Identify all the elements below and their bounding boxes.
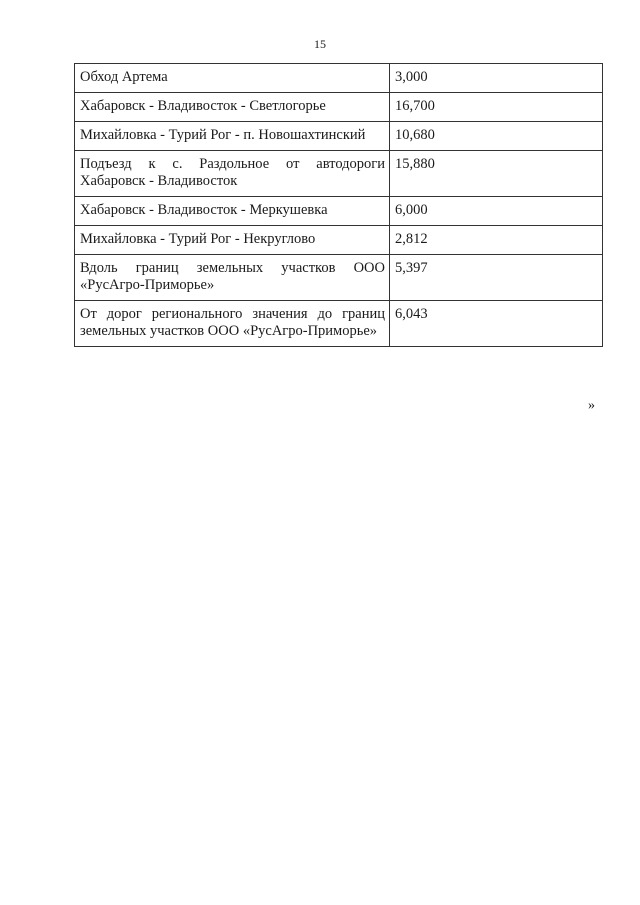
road-name-cell: Обход Артема [75,64,390,93]
road-name-cell: Михайловка - Турий Рог - п. Новошахтинский [75,122,390,151]
road-length-cell: 6,043 [390,301,603,347]
table-row [75,93,603,122]
road-length-cell: 10,680 [390,122,603,151]
page-number: 15 [314,37,326,51]
road-length-cell: 15,880 [390,151,603,197]
table-row [75,151,603,197]
table-row [75,301,603,347]
road-length-cell: 16,700 [390,93,603,122]
table-row [75,226,603,255]
road-length-cell: 6,000 [390,197,603,226]
table-row [75,255,603,301]
road-length-cell: 2,812 [390,226,603,255]
closing-quote-mark: » [588,398,595,413]
road-name-cell: Хабаровск - Владивосток - Светлогорье [75,93,390,122]
road-name-cell: От дорог регионального значения до границ земельных участков ООО «РусАгро-Приморье» [75,301,390,347]
roads-table [74,63,603,347]
table-row [75,64,603,93]
road-length-cell: 3,000 [390,64,603,93]
table-row [75,197,603,226]
road-name-cell: Михайловка - Турий Рог - Некруглово [75,226,390,255]
road-name-cell: Вдоль границ земельных участков ООО «РусАгро-Приморье» [75,255,390,301]
table-row [75,122,603,151]
road-name-cell: Хабаровск - Владивосток - Меркушевка [75,197,390,226]
road-name-cell: Подъезд к с. Раздольное от автодороги Хабаровск - Владивосток [75,151,390,197]
road-length-cell: 5,397 [390,255,603,301]
